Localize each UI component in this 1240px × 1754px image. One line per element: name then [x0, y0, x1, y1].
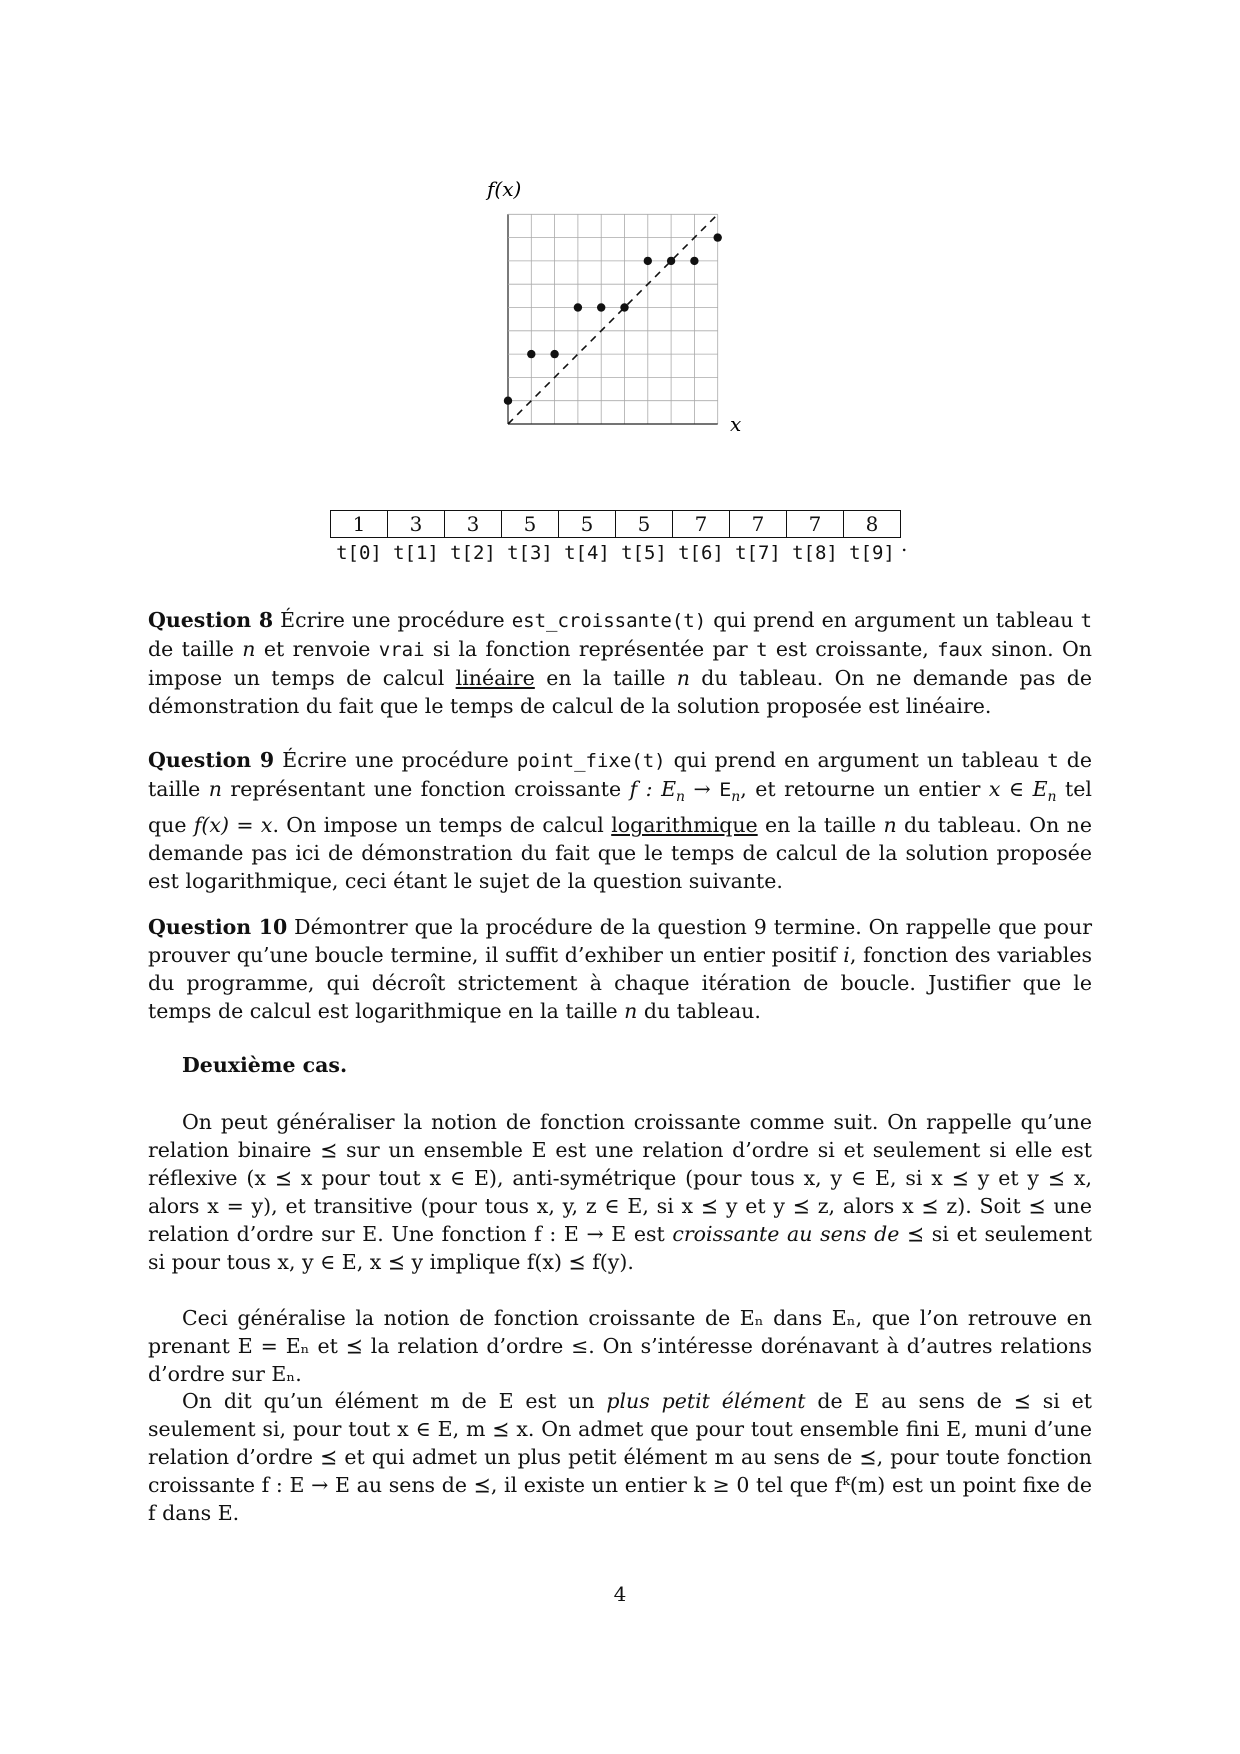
- text: en la taille: [757, 813, 884, 838]
- italic-text: plus petit élément: [606, 1389, 806, 1413]
- code: t: [756, 639, 768, 661]
- math: f : E: [629, 777, 677, 801]
- table-index-row: [331, 538, 901, 569]
- math: i: [843, 943, 850, 967]
- data-point: [644, 257, 652, 265]
- graph-svg: [0, 0, 1240, 460]
- question-10-label: Question 10: [148, 915, 288, 939]
- identity-line: [508, 214, 718, 424]
- math: n: [624, 999, 638, 1023]
- text: qui prend en argument un tableau: [665, 748, 1048, 772]
- table-cell: 5: [616, 511, 673, 538]
- table-index: t[7]: [735, 542, 781, 564]
- text: en la taille: [534, 666, 677, 690]
- math: n: [676, 666, 690, 690]
- question-9-label: Question 9: [148, 748, 275, 772]
- table-index: t[5]: [621, 542, 667, 564]
- question-8: [148, 606, 1092, 720]
- text: tel que: [148, 777, 1092, 838]
- text: du tableau.: [637, 999, 761, 1023]
- table-cell: 8: [844, 511, 901, 538]
- table-values-row: [331, 511, 901, 538]
- code: vrai: [378, 639, 425, 661]
- text: Écrire une procédure: [273, 608, 512, 632]
- text: , fonction des variables du programme, qui décroît strictement à chaque itération de boucle. Justifier que le temps de calcul est logarithmique en la taille: [148, 943, 1092, 1023]
- data-point: [690, 257, 698, 265]
- table-cell: 7: [787, 511, 844, 538]
- x-axis-label: x: [730, 412, 742, 436]
- text: , et retourne un entier: [740, 777, 989, 801]
- table-cell: 3: [445, 511, 502, 538]
- table-index: t[2]: [450, 542, 496, 564]
- text: représentant une fonction croissante: [221, 777, 630, 801]
- text: Écrire une procédure: [274, 748, 517, 772]
- data-point: [667, 257, 675, 265]
- underlined-text: logarithmique: [611, 813, 758, 838]
- diagonal-line: [508, 214, 718, 424]
- math: f(x) = x: [193, 813, 273, 838]
- table-index: t[9]: [849, 542, 895, 564]
- math: n: [242, 637, 256, 661]
- code: est_croissante(t): [511, 610, 707, 632]
- data-point: [527, 350, 535, 358]
- table-cell: 7: [673, 511, 730, 538]
- text: . On impose un temps de calcul: [272, 813, 612, 838]
- math: n: [208, 777, 222, 801]
- table-index: t[0]: [336, 542, 382, 564]
- table-index: t[1]: [393, 542, 439, 564]
- code: point_fixe(t): [516, 750, 666, 772]
- data-point: [714, 233, 722, 241]
- text: Ceci généralise la notion de fonction croissante de Eₙ dans Eₙ, que l’on retrouve en prenant E = Eₙ et ⪯ la relation d’ordre ≤. On s’intéresse dorénavant à d’autres relations d’ordre sur Eₙ.: [148, 1306, 1092, 1386]
- page-number: 4: [613, 1582, 627, 1606]
- text: de E au sens de ⪯ si et seulement si, pour tout x ∈ E, m ⪯ x. On admet que pour tout ensemble fini E, muni d’une relation d’ordre ⪯ et qui admet un plus petit élément m au sens de ⪯, pour toute fonction croissante f : E → E au sens de ⪯, il existe un entier k ≥ 0 tel que fᵏ(m) est un point fixe de f dans E.: [148, 1389, 1093, 1525]
- underlined-text: linéaire: [455, 666, 535, 690]
- text: du tableau. On ne demande pas de démonstration du fait que le temps de calcul de la solution proposée est linéaire.: [148, 666, 1092, 718]
- y-axis-label: f(x): [487, 177, 522, 201]
- text: du tableau. On ne demande pas ici de démonstration du fait que le temps de calcul de la solution proposée est logarithmique, ceci étant le sujet de la question suivante.: [148, 813, 1093, 894]
- data-point: [620, 303, 628, 311]
- paragraph-2: [148, 1304, 1092, 1388]
- question-9: Question 9 Écrire une procédure point_fixe(t) qui prend en argument un tableau t de taille n représentant une fonction croissante f : $E_n \to E_n$, et retourne un entier x ∈ $E_n$ tel que f(x) = x. On impose un temps de calcul logarithmique en la taille n du tableau. On ne demande pas ici de démonstration du fait que le temps de calcul de la solution proposée est logarithmique, ceci étant le sujet de la question suivante.: [148, 748, 1093, 894]
- table-cell: 1: [331, 511, 388, 538]
- data-point: [504, 397, 512, 405]
- paragraph-3: [148, 1387, 1092, 1527]
- text: qui prend en argument un tableau: [706, 608, 1081, 632]
- paragraph-1: [148, 1108, 1092, 1276]
- text: est croissante,: [767, 637, 938, 661]
- text: si la fonction représentée par: [424, 637, 757, 661]
- text: On peut généraliser la notion de fonction croissante comme suit. On rappelle qu’une relation binaire ⪯ sur un ensemble E est une relation d’ordre si et seulement si elle est réflexive (x ⪯ x pour tout x ∈ E), anti-symétrique (pour tous x, y ∈ E, si x ⪯ y et y ⪯ x, alors x = y), et transitive (pour tous x, y, z ∈ E, si x ⪯ y et y ⪯ z, alors x ⪯ z). Soit ⪯ une relation d’ordre sur E. Une fonction f : E → E est: [148, 1110, 1092, 1246]
- data-point: [574, 303, 582, 311]
- text: de taille: [148, 637, 243, 661]
- data-point: [597, 303, 605, 311]
- code: t: [1080, 610, 1092, 632]
- code: faux: [937, 639, 983, 661]
- table-index: t[3]: [507, 542, 553, 564]
- code: t: [1047, 750, 1059, 772]
- math: x ∈ E: [988, 777, 1048, 801]
- table-index: t[6]: [678, 542, 724, 564]
- question-10: [148, 913, 1092, 1025]
- text: sinon. On impose un temps de calcul: [148, 637, 1092, 690]
- text: de taille: [148, 748, 1092, 801]
- text: Démontrer que la procédure de la question 9 termine. On rappelle que pour prouver qu’une boucle termine, il suffit d’exhiber un entier positif: [148, 915, 1092, 967]
- table-trailing-dot: .: [901, 532, 908, 556]
- text: et renvoie: [255, 637, 379, 661]
- question-8-label: Question 8: [148, 608, 274, 632]
- math: n: [883, 813, 897, 838]
- section-title: Deuxième cas.: [182, 1053, 348, 1077]
- data-point: [550, 350, 558, 358]
- table-index: t[4]: [564, 542, 610, 564]
- table-cell: 5: [559, 511, 616, 538]
- table-index: t[8]: [792, 542, 838, 564]
- text: On dit qu’un élément m de E est un: [182, 1389, 607, 1413]
- array-table: [330, 510, 901, 568]
- text: ⪯ si et seulement si pour tous x, y ∈ E, x ⪯ y implique f(x) ⪯ f(y).: [148, 1222, 1093, 1274]
- table-cell: 7: [730, 511, 787, 538]
- table-cell: 3: [388, 511, 445, 538]
- italic-text: croissante au sens de: [672, 1222, 900, 1246]
- function-graph: [0, 0, 1240, 460]
- table-cell: 5: [502, 511, 559, 538]
